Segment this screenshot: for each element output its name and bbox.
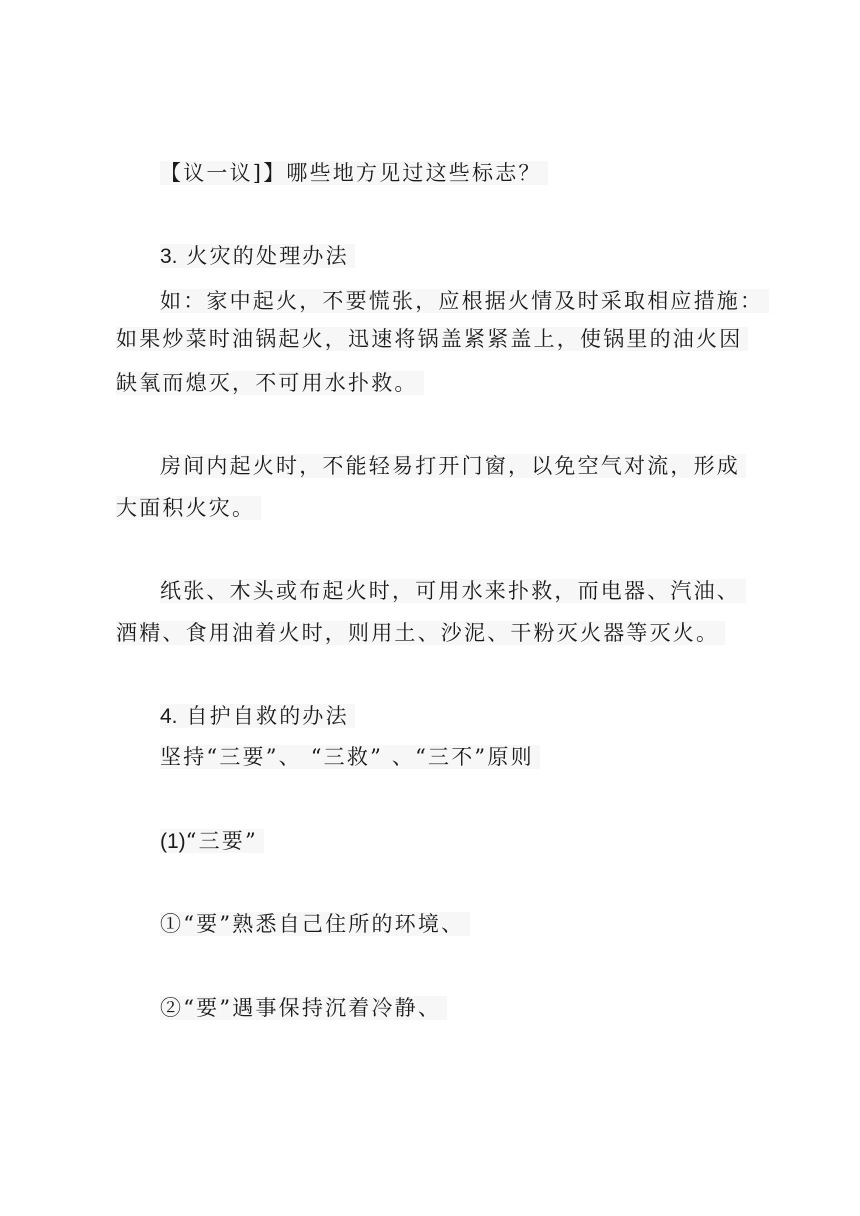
section-4-number: 4. <box>160 705 178 728</box>
section-4-heading <box>160 701 355 731</box>
paragraph-3-line-1: 纸张、木头或布起火时，可用水来扑救，而电器、汽油、 <box>160 576 746 606</box>
section-4-title: 自护自救的办法 <box>186 704 349 728</box>
paragraph-2-line-1: 房间内起火时，不能轻易打开门窗，以免空气对流，形成 <box>160 451 746 481</box>
subsection-1-title: “三要” <box>185 829 258 853</box>
section-3-number: 3. <box>160 245 178 268</box>
paragraph-2-line-2: 大面积火灾。 <box>116 493 261 523</box>
list-item-1: ①“要”熟悉自己住所的环境、 <box>160 909 470 939</box>
list-item-2: ②“要”遇事保持沉着冷静、 <box>160 993 447 1023</box>
subsection-1-heading <box>160 826 264 856</box>
paragraph-3-line-2: 酒精、食用油着火时，则用土、沙泥、干粉灭火器等灭火。 <box>116 618 725 648</box>
principle-line: 坚持“三要”、 “三救” 、“三不”原则 <box>160 742 540 772</box>
paragraph-1-line-1: 如：家中起火，不要慌张，应根据火情及时采取相应措施： <box>160 286 769 316</box>
paragraph-1-line-3: 缺氧而熄灭，不可用水扑救。 <box>116 368 424 398</box>
discussion-prompt: 【议一议]】哪些地方见过这些标志？ <box>160 158 548 188</box>
section-3-title: 火灾的处理办法 <box>186 244 349 268</box>
section-3-heading <box>160 241 355 271</box>
paragraph-1-line-2: 如果炒菜时油锅起火，迅速将锅盖紧紧盖上，使锅里的油火因 <box>116 324 748 354</box>
subsection-1-number: (1) <box>160 830 186 853</box>
